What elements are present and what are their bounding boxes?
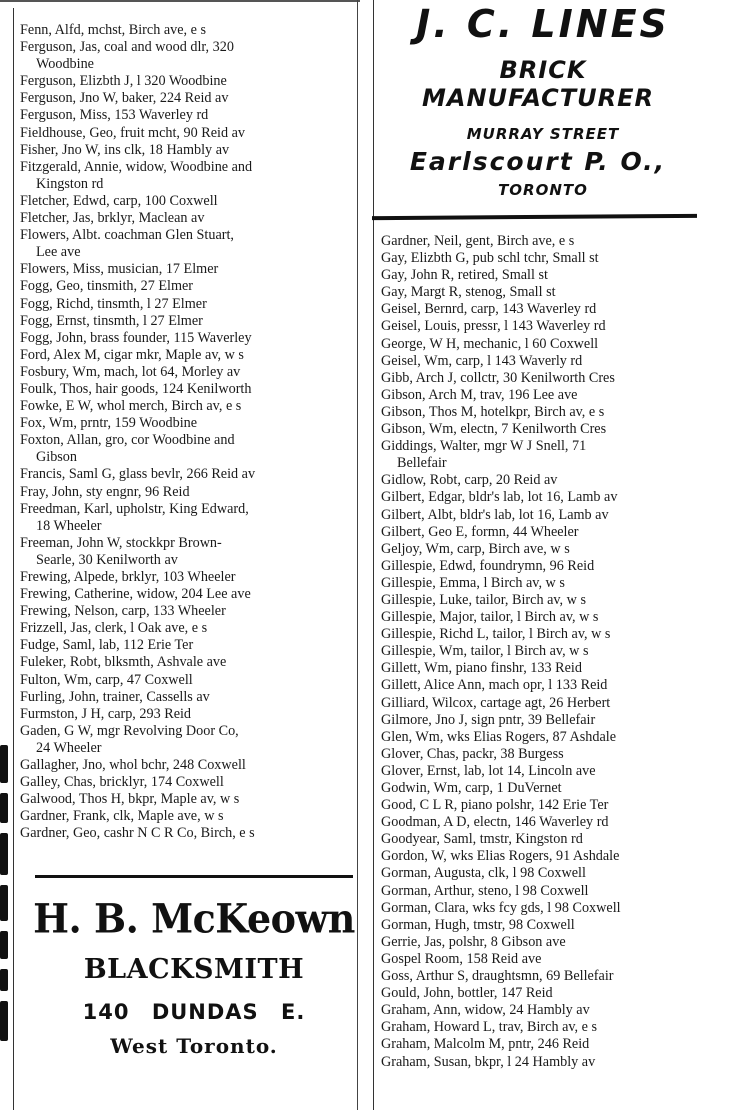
- directory-entry: [381, 1019, 731, 1036]
- entry-text: Flowers, Miss, musician, 17 Elmer: [20, 261, 219, 278]
- entry-text: Foulk, Thos, hair goods, 124 Kenilworth: [20, 380, 252, 397]
- ad-business-name: J. C. LINES: [416, 2, 670, 46]
- directory-entry: [381, 917, 731, 934]
- directory-entry: [20, 723, 356, 757]
- entry-text: Glover, Chas, packr, 38 Burgess: [381, 745, 564, 762]
- directory-entry: [381, 318, 731, 335]
- entry-text: Flowers, Albt. coachman Glen Stuart,: [20, 227, 234, 244]
- directory-entry: [20, 313, 356, 330]
- directory-entry: [381, 848, 731, 865]
- entry-text: Fletcher, Jas, brklyr, Maclean av: [20, 210, 205, 227]
- ad-trade-line2: MANUFACTURER: [422, 84, 654, 112]
- entry-text: Geisel, Wm, carp, l 143 Waverly rd: [381, 352, 583, 369]
- entry-text: Gilbert, Edgar, bldr's lab, lot 16, Lamb av: [381, 489, 618, 506]
- mckeown-advertisement: [30, 895, 358, 1059]
- entry-text: Good, C L R, piano polshr, 142 Erie Ter: [381, 797, 609, 814]
- directory-entry: [381, 934, 731, 951]
- directory-entry: [381, 592, 731, 609]
- entry-text: Glen, Wm, wks Elias Rogers, 87 Ashdale: [381, 728, 616, 745]
- entry-text: Fletcher, Edwd, carp, 100 Coxwell: [20, 192, 218, 209]
- directory-entry: [381, 489, 731, 506]
- entry-text: Gorman, Clara, wks fcy gds, l 98 Coxwell: [381, 899, 621, 916]
- directory-entry: [20, 603, 356, 620]
- entry-continuation: Woodbine: [36, 56, 94, 73]
- entry-text: Ferguson, Elizbth J, l 320 Woodbine: [20, 73, 227, 90]
- directory-entry: [20, 825, 356, 842]
- top-border: [0, 0, 360, 2]
- entry-text: Glover, Ernst, lab, lot 14, Lincoln ave: [381, 762, 596, 779]
- directory-entry: [20, 381, 356, 398]
- entry-text: Fogg, John, brass founder, 115 Waverley: [20, 329, 252, 346]
- entry-text: Gillespie, Major, tailor, l Birch av, w s: [381, 609, 599, 626]
- directory-entry: [381, 1054, 731, 1071]
- entry-text: Gibson, Arch M, trav, 196 Lee ave: [381, 386, 578, 403]
- directory-entry: [381, 541, 731, 558]
- entry-text: Frewing, Catherine, widow, 204 Lee ave: [20, 586, 251, 603]
- entry-text: Gardner, Frank, clk, Maple ave, w s: [20, 808, 224, 825]
- entry-text: Goss, Arthur S, draughtsmn, 69 Bellefair: [381, 968, 614, 985]
- right-directory-column: [381, 233, 731, 1071]
- entry-text: Gilliard, Wilcox, cartage agt, 26 Herbert: [381, 694, 611, 711]
- entry-text: Gay, John R, retired, Small st: [381, 267, 548, 284]
- entry-text: Furling, John, trainer, Cassells av: [20, 688, 210, 705]
- directory-entry: [381, 1002, 731, 1019]
- entry-text: Ford, Alex M, cigar mkr, Maple av, w s: [20, 346, 244, 363]
- directory-entry: [381, 951, 731, 968]
- directory-entry: [20, 107, 356, 124]
- entry-text: Graham, Malcolm M, pntr, 246 Reid: [381, 1036, 590, 1053]
- entry-continuation: Gibson: [36, 449, 77, 466]
- directory-entry: [381, 336, 731, 353]
- entry-text: Godwin, Wm, carp, 1 DuVernet: [381, 780, 562, 796]
- ad-trade-line1: BRICK: [499, 56, 587, 84]
- directory-entry: [20, 278, 356, 295]
- entry-text: Graham, Ann, widow, 24 Hambly av: [381, 1002, 590, 1019]
- entry-text: Fray, John, sty engnr, 96 Reid: [20, 483, 190, 500]
- entry-text: Gay, Margt R, stenog, Small st: [381, 284, 556, 301]
- entry-text: Galwood, Thos H, bkpr, Maple av, w s: [20, 791, 240, 808]
- ad-city: West Toronto.: [110, 1034, 278, 1058]
- directory-entry: [20, 535, 356, 569]
- directory-entry: [20, 330, 356, 347]
- entry-text: Fogg, Richd, tinsmth, l 27 Elmer: [20, 295, 207, 312]
- directory-entry: [381, 1036, 731, 1053]
- directory-entry: [20, 227, 356, 261]
- entry-text: Fogg, Ernst, tinsmth, l 27 Elmer: [20, 312, 203, 329]
- entry-text: Furmston, J H, carp, 293 Reid: [20, 705, 192, 722]
- entry-text: Fowke, E W, whol merch, Birch av, e s: [20, 398, 242, 415]
- directory-entry: [20, 706, 356, 723]
- entry-text: Frizzell, Jas, clerk, l Oak ave, e s: [20, 620, 208, 637]
- directory-entry: [381, 404, 731, 421]
- directory-entry: [20, 22, 356, 39]
- entry-text: Fudge, Saml, lab, 112 Erie Ter: [20, 637, 194, 654]
- directory-entry: [20, 808, 356, 825]
- entry-text: Gillespie, Wm, tailor, l Birch av, w s: [381, 643, 589, 660]
- ad-address: 140 DUNDAS E.: [82, 1000, 306, 1024]
- entry-continuation: 24 Wheeler: [36, 739, 102, 756]
- directory-entry: [20, 193, 356, 210]
- directory-entry: [381, 438, 731, 472]
- directory-entry: [20, 125, 356, 142]
- directory-entry: [381, 968, 731, 985]
- entry-text: Freedman, Karl, upholstr, King Edward,: [20, 500, 249, 517]
- directory-entry: [20, 791, 356, 808]
- entry-text: Gilmore, Jno J, sign pntr, 39 Bellefair: [381, 711, 596, 728]
- directory-entry: [381, 883, 731, 900]
- directory-entry: [20, 466, 356, 483]
- directory-entry: [381, 746, 731, 763]
- entry-text: Gallagher, Jno, whol bchr, 248 Coxwell: [20, 757, 246, 774]
- directory-entry: [381, 660, 731, 677]
- entry-text: Gillett, Alice Ann, mach opr, l 133 Reid: [381, 677, 608, 694]
- entry-text: Geljoy, Wm, carp, Birch ave, w s: [381, 540, 570, 557]
- entry-text: Gillespie, Luke, tailor, Birch av, w s: [381, 591, 586, 608]
- entry-text: Fuleker, Robt, blksmth, Ashvale ave: [20, 654, 227, 671]
- entry-text: Gibb, Arch J, collctr, 30 Kenilworth Cres: [381, 369, 615, 386]
- directory-entry: [20, 415, 356, 432]
- entry-text: Ferguson, Jas, coal and wood dlr, 320: [20, 39, 234, 56]
- entry-text: Fosbury, Wm, mach, lot 64, Morley av: [20, 363, 241, 380]
- directory-entry: [381, 524, 731, 541]
- directory-entry: [20, 398, 356, 415]
- ad-city: TORONTO: [498, 181, 588, 199]
- directory-entry: [381, 814, 731, 831]
- entry-text: Gilbert, Albt, bldr's lab, lot 16, Lamb av: [381, 506, 609, 523]
- entry-text: Gospel Room, 158 Reid ave: [381, 950, 542, 967]
- entry-text: Gorman, Hugh, tmstr, 98 Coxwell: [381, 916, 575, 933]
- directory-entry: [20, 689, 356, 706]
- entry-text: Gardner, Neil, gent, Birch ave, e s: [381, 233, 575, 249]
- entry-text: Goodyear, Saml, tmstr, Kingston rd: [381, 831, 583, 848]
- entry-text: Gardner, Geo, cashr N C R Co, Birch, e s: [20, 825, 255, 842]
- entry-text: Gillespie, Edwd, foundrymn, 96 Reid: [381, 557, 595, 574]
- directory-entry: [381, 250, 731, 267]
- entry-continuation: Kingston rd: [36, 175, 104, 192]
- directory-entry: [20, 159, 356, 193]
- entry-text: Frewing, Alpede, brklyr, 103 Wheeler: [20, 569, 236, 585]
- directory-entry: [381, 472, 731, 489]
- entry-text: Gibson, Thos M, hotelkpr, Birch av, e s: [381, 403, 605, 420]
- jc-lines-advertisement: [378, 0, 708, 200]
- ad-post-office: Earlscourt P. O.,: [409, 147, 667, 176]
- entry-text: Gordon, W, wks Elias Rogers, 91 Ashdale: [381, 848, 620, 865]
- entry-text: Francis, Saml G, glass bevlr, 266 Reid av: [20, 466, 256, 483]
- directory-entry: [381, 763, 731, 780]
- margin-advert-fragment: [0, 745, 10, 1085]
- entry-text: Graham, Howard L, trav, Birch av, e s: [381, 1019, 598, 1036]
- directory-entry: [20, 39, 356, 73]
- entry-text: Gibson, Wm, electn, 7 Kenilworth Cres: [381, 421, 607, 438]
- entry-text: Fieldhouse, Geo, fruit mcht, 90 Reid av: [20, 124, 245, 141]
- entry-text: Gillett, Wm, piano finshr, 133 Reid: [381, 660, 582, 677]
- directory-entry: [20, 364, 356, 381]
- left-directory-column: [20, 22, 356, 843]
- entry-continuation: Lee ave: [36, 244, 81, 261]
- ad-separator-rule: [35, 875, 353, 878]
- directory-entry: [20, 672, 356, 689]
- directory-entry: [381, 353, 731, 370]
- entry-text: Gaden, G W, mgr Revolving Door Co,: [20, 722, 239, 739]
- directory-entry: [381, 985, 731, 1002]
- entry-text: Fenn, Alfd, mchst, Birch ave, e s: [20, 22, 206, 38]
- directory-entry: [20, 347, 356, 364]
- directory-entry: [381, 387, 731, 404]
- ad-business-name: H. B. McKeown: [33, 894, 355, 943]
- directory-entry: [20, 261, 356, 278]
- directory-entry: [20, 296, 356, 313]
- directory-entry: [381, 780, 731, 797]
- entry-text: Gorman, Augusta, clk, l 98 Coxwell: [381, 865, 586, 882]
- directory-entry: [20, 620, 356, 637]
- directory-entry: [381, 267, 731, 284]
- directory-entry: [381, 900, 731, 917]
- directory-entry: [381, 575, 731, 592]
- entry-text: Ferguson, Jno W, baker, 224 Reid av: [20, 90, 229, 107]
- directory-entry: [381, 558, 731, 575]
- entry-text: Gillespie, Emma, l Birch av, w s: [381, 574, 565, 591]
- directory-entry: [20, 637, 356, 654]
- directory-entry: [381, 831, 731, 848]
- directory-entry: [381, 729, 731, 746]
- entry-text: Geisel, Bernrd, carp, 143 Waverley rd: [381, 301, 597, 318]
- directory-entry: [20, 586, 356, 603]
- entry-text: Frewing, Nelson, carp, 133 Wheeler: [20, 603, 226, 620]
- entry-text: George, W H, mechanic, l 60 Coxwell: [381, 335, 599, 352]
- directory-entry: [381, 626, 731, 643]
- entry-text: Fitzgerald, Annie, widow, Woodbine and: [20, 158, 253, 175]
- directory-entry: [20, 757, 356, 774]
- entry-text: Fogg, Geo, tinsmith, 27 Elmer: [20, 278, 194, 295]
- entry-text: Goodman, A D, electn, 146 Waverley rd: [381, 814, 609, 831]
- directory-entry: [381, 301, 731, 318]
- directory-entry: [381, 233, 731, 250]
- directory-entry: [381, 609, 731, 626]
- directory-entry: [381, 695, 731, 712]
- entry-text: Fisher, Jno W, ins clk, 18 Hambly av: [20, 141, 230, 158]
- entry-text: Gidlow, Robt, carp, 20 Reid av: [381, 472, 558, 489]
- entry-text: Foxton, Allan, gro, cor Woodbine and: [20, 432, 235, 449]
- left-column-rule: [13, 8, 14, 1110]
- ad-street: MURRAY STREET: [466, 125, 620, 143]
- entry-text: Geisel, Louis, pressr, l 143 Waverley rd: [381, 318, 606, 335]
- directory-entry: [20, 654, 356, 671]
- entry-text: Gerrie, Jas, polshr, 8 Gibson ave: [381, 933, 566, 950]
- directory-entry: [381, 677, 731, 694]
- directory-entry: [381, 284, 731, 301]
- entry-continuation: 18 Wheeler: [36, 517, 102, 534]
- entry-text: Ferguson, Miss, 153 Waverley rd: [20, 107, 209, 124]
- entry-text: Fulton, Wm, carp, 47 Coxwell: [20, 671, 193, 688]
- entry-text: Gillespie, Richd L, tailor, l Birch av, w s: [381, 626, 611, 643]
- directory-entry: [20, 484, 356, 501]
- directory-entry: [20, 569, 356, 586]
- directory-entry: [20, 142, 356, 159]
- entry-text: Freeman, John W, stockkpr Brown-: [20, 534, 222, 551]
- directory-entry: [20, 90, 356, 107]
- entry-text: Galley, Chas, bricklyr, 174 Coxwell: [20, 774, 224, 791]
- entry-text: Giddings, Walter, mgr W J Snell, 71: [381, 438, 587, 455]
- ad-separator-rule: [372, 214, 697, 220]
- entry-text: Gould, John, bottler, 147 Reid: [381, 985, 553, 1002]
- directory-entry: [20, 501, 356, 535]
- directory-entry: [20, 774, 356, 791]
- directory-entry: [20, 210, 356, 227]
- entry-continuation: Bellefair: [397, 455, 447, 472]
- directory-entry: [381, 643, 731, 660]
- entry-text: Gay, Elizbth G, pub schl tchr, Small st: [381, 250, 599, 267]
- directory-entry: [381, 421, 731, 438]
- ad-trade: BLACKSMITH: [83, 954, 305, 985]
- entry-text: Gorman, Arthur, steno, l 98 Coxwell: [381, 882, 589, 899]
- directory-entry: [20, 73, 356, 90]
- entry-text: Fox, Wm, prntr, 159 Woodbine: [20, 415, 198, 432]
- directory-entry: [381, 370, 731, 387]
- entry-text: Graham, Susan, bkpr, l 24 Hambly av: [381, 1053, 596, 1070]
- directory-entry: [381, 712, 731, 729]
- directory-entry: [381, 865, 731, 882]
- entry-continuation: Searle, 30 Kenilworth av: [36, 551, 178, 568]
- entry-text: Gilbert, Geo E, formn, 44 Wheeler: [381, 523, 579, 540]
- directory-entry: [381, 507, 731, 524]
- directory-entry: [20, 432, 356, 466]
- directory-entry: [381, 797, 731, 814]
